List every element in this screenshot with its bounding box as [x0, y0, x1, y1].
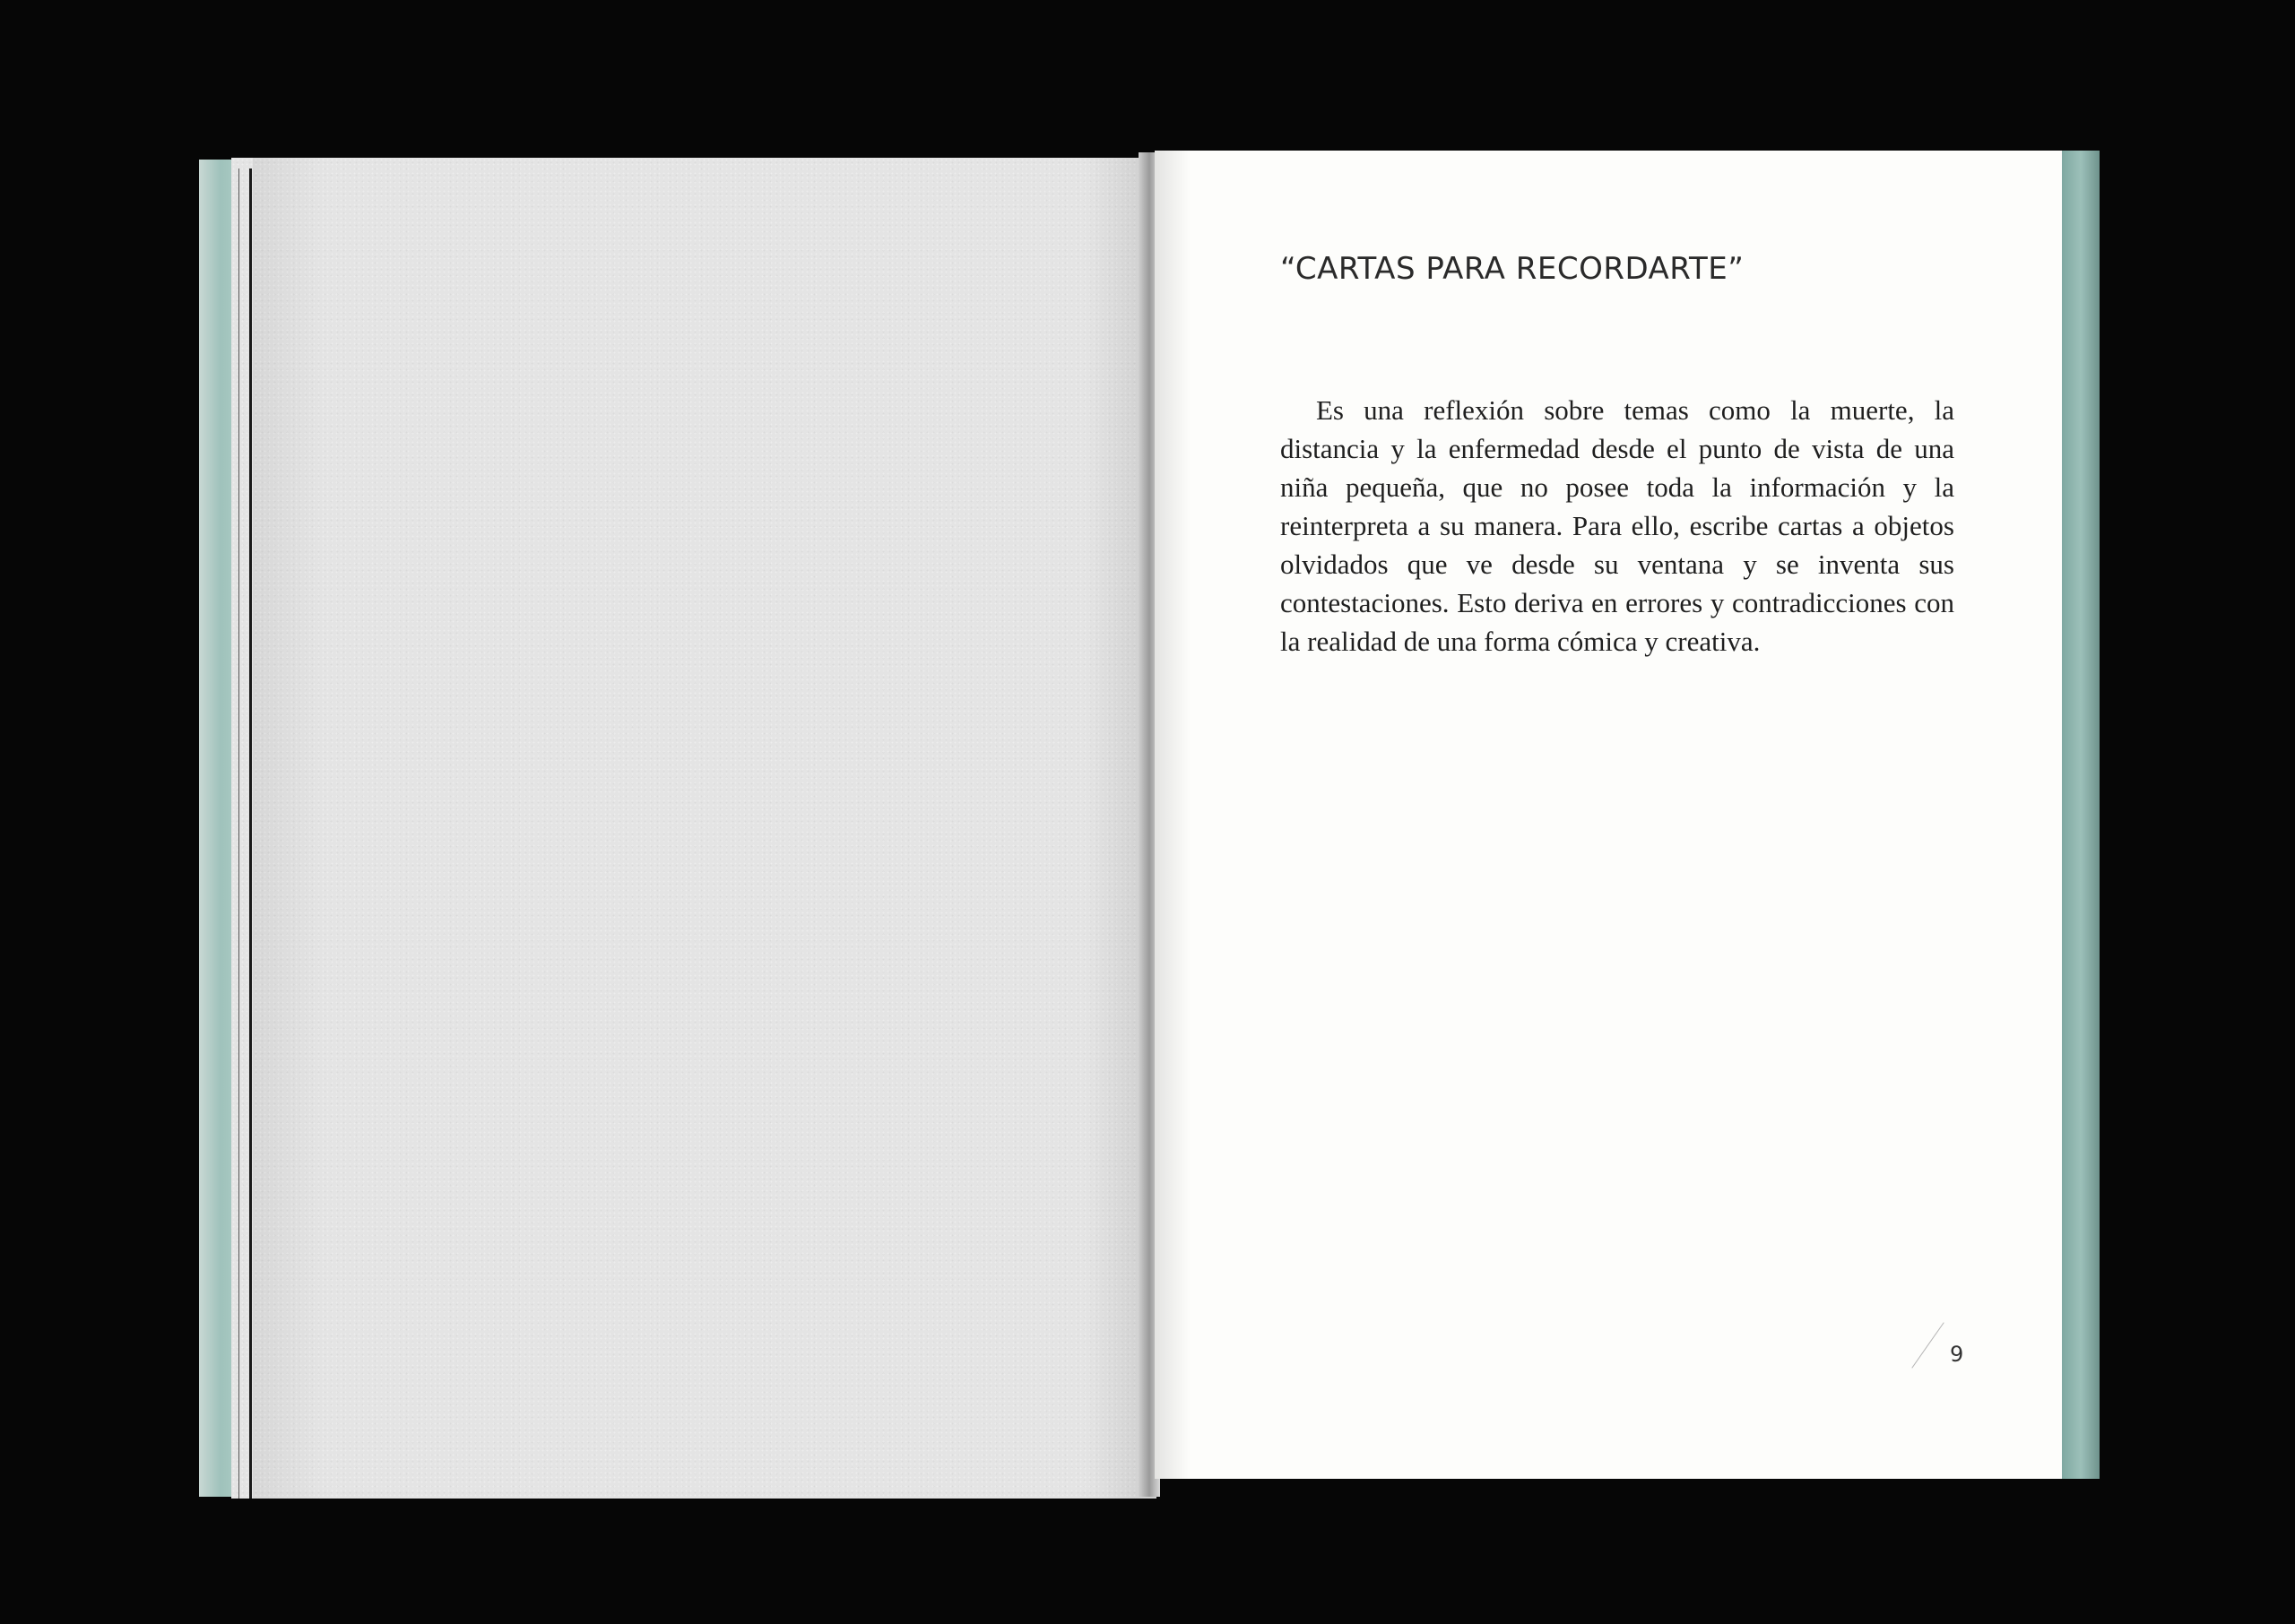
page-number-slash: [1911, 1322, 1944, 1368]
page-number: 9: [1950, 1342, 1964, 1367]
left-page-blank: [231, 158, 1156, 1499]
page-title: “CARTAS PARA RECORDARTE”: [1280, 251, 1745, 287]
spine-edge-thin-line: [238, 168, 239, 1499]
right-page: [1155, 151, 2062, 1479]
spine-edge-line: [249, 168, 252, 1499]
body-paragraph: Es una reflexión sobre temas como la muerte, la distancia y la enfermedad desde el punto de vista de una niña pequeña, que no posee toda la información y la reinterpreta a su manera. Para ello, escribe cartas a objetos olvidados que ve desde su ventana y se inventa sus contestaciones. Esto deriva en errores y contradicciones con la realidad de una forma cómica y creativa.: [1280, 394, 1954, 657]
left-page-shading: [253, 158, 1156, 1499]
book-cover-left-edge: [199, 160, 235, 1497]
right-page-gutter-shade: [1155, 151, 1191, 1479]
book-cover-right-edge: [2062, 151, 2100, 1479]
